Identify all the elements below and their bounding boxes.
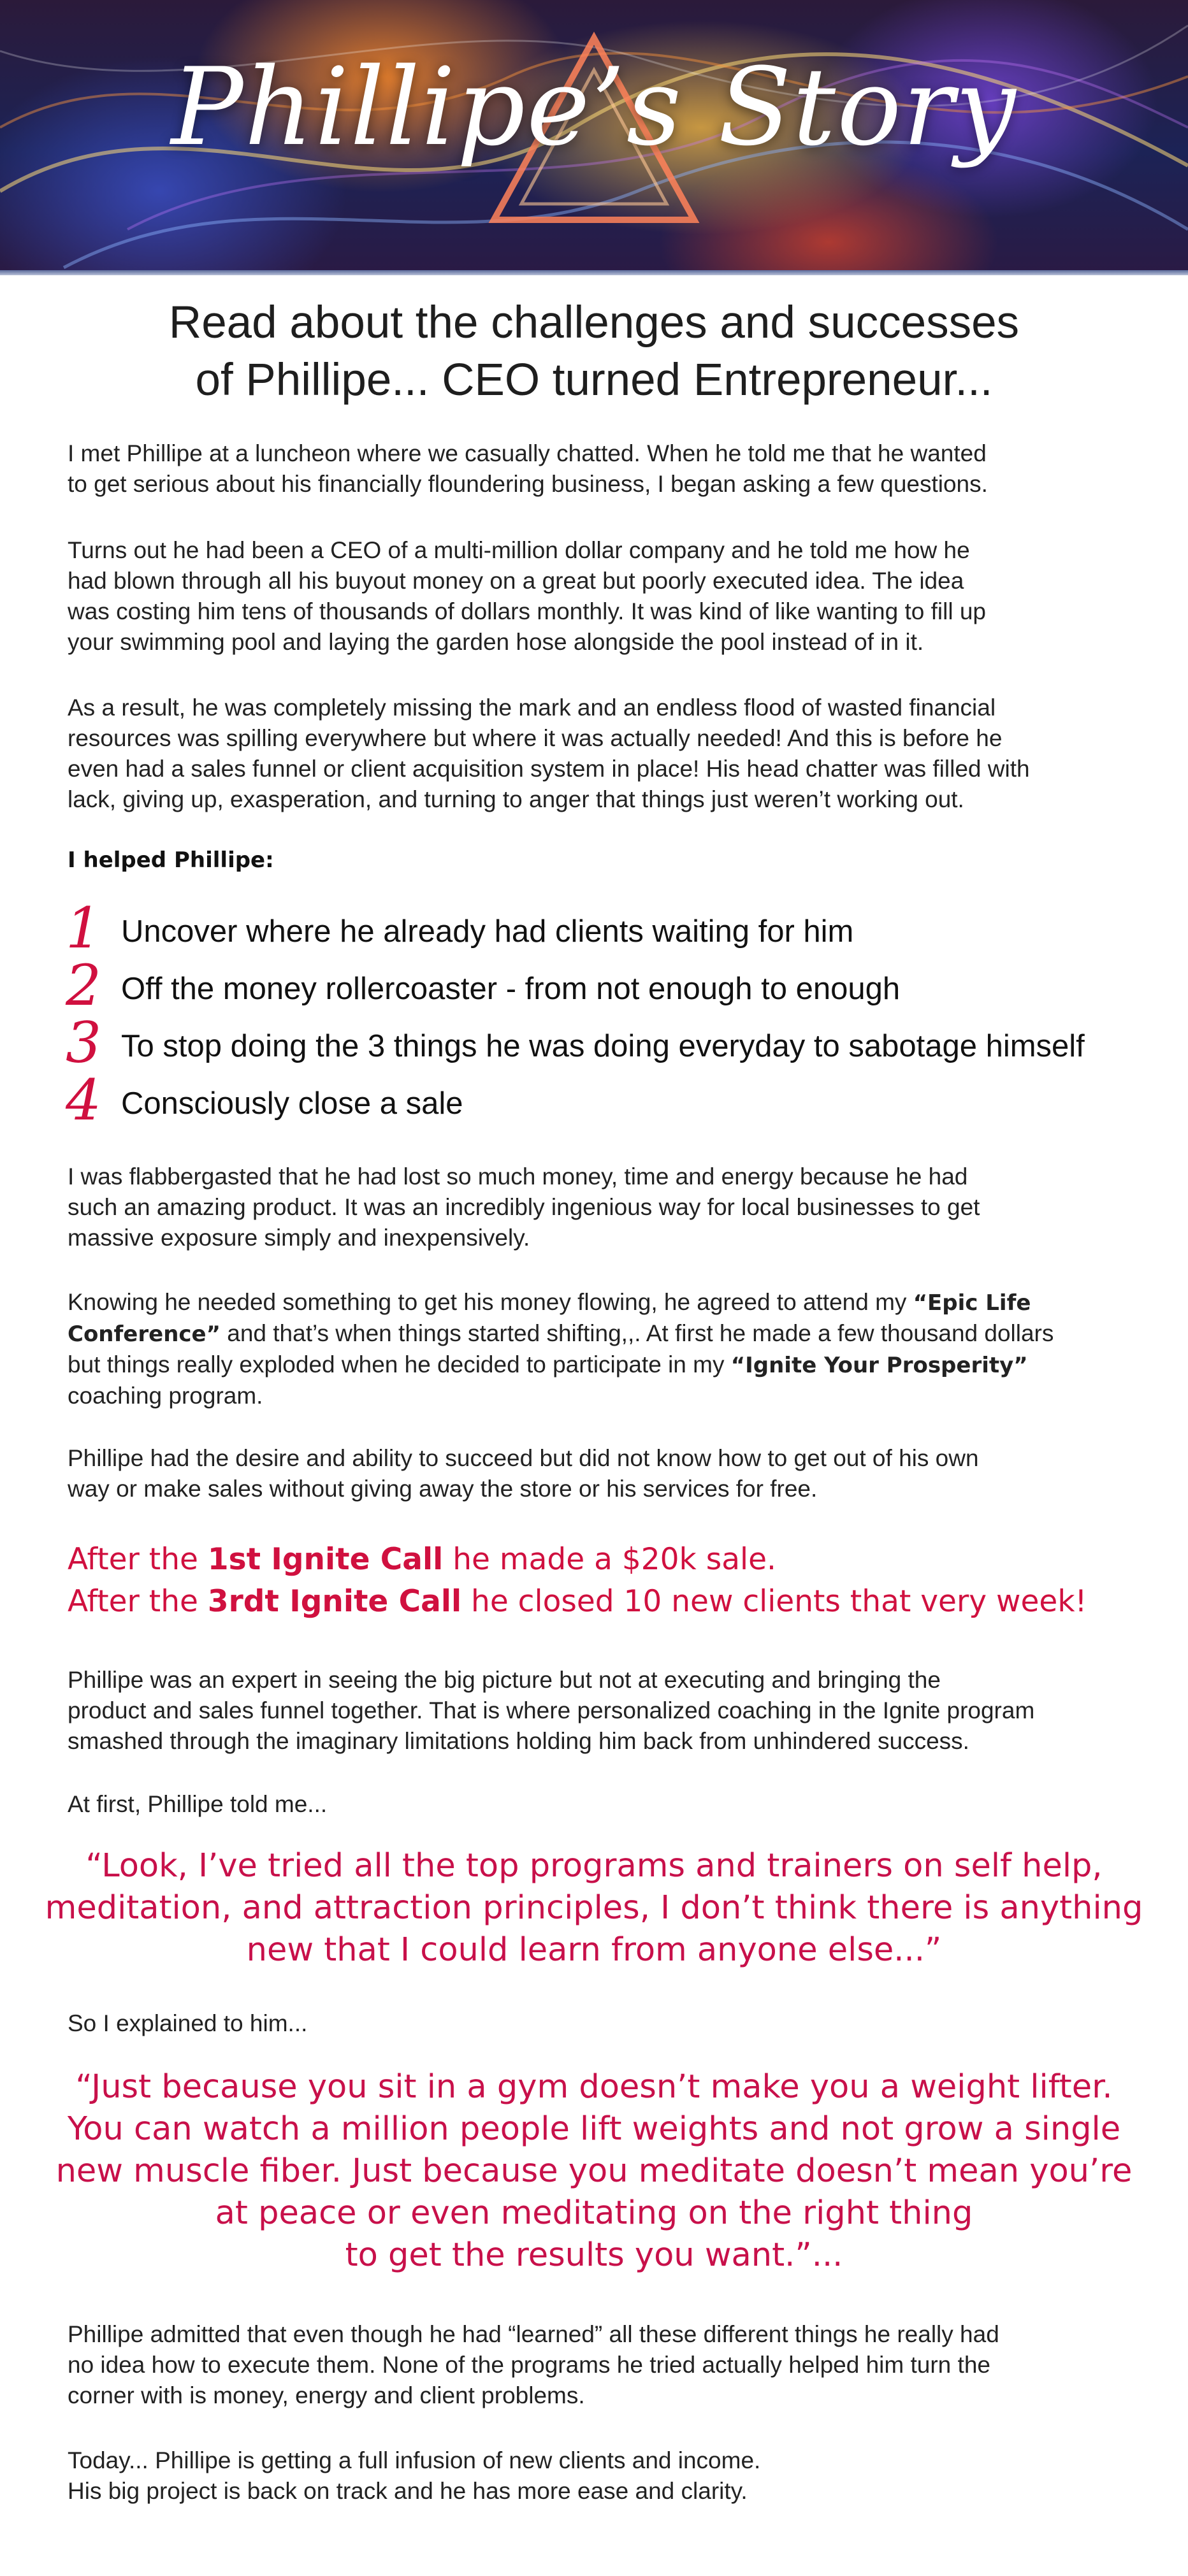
story-banner (0, 0, 1188, 275)
list-item (61, 1010, 1170, 1076)
ignite-prosperity-program: “Ignite Your Prosperity” (730, 1353, 1028, 1378)
story-paragraph: Phillipe was an expert in seeing the big picture but not at executing and bringing the product and sales funnel together. That is where personalized coaching in the Ignite program smashed through the imaginary limitations holding him back from unhindered success. (68, 1667, 1035, 1754)
list-item-text: Consciously close a sale (121, 1086, 463, 1121)
headline-line: of Phillipe... CEO turned Entrepreneur... (195, 355, 993, 405)
story-paragraph: I was flabbergasted that he had lost so much money, time and energy because he had such an amazing product. It was an incredibly ingenious way for local businesses to get massive exposure simply and inexpensively. (68, 1163, 980, 1251)
list-item (61, 1067, 1170, 1133)
story-paragraph: Today... Phillipe is getting a full infusion of new clients and income. His big project is back on track and he has more ease and clarity. (68, 2447, 761, 2504)
intro-paragraph: I met Phillipe at a luncheon where we casually chatted. When he told me that he wanted to get serious about his financially floundering business, I began asking a few questions. (68, 440, 988, 497)
list-number: 3 (66, 1010, 101, 1076)
list-item-text: Uncover where he already had clients waiting for him (121, 914, 854, 949)
story-paragraph: Phillipe admitted that even though he had “learned” all these different things he really had no idea how to execute them. None of the programs he tried actually helped him turn the corner with is money, energy and client problems. (68, 2321, 999, 2408)
list-item (61, 953, 1170, 1018)
epic-life-conference: “Epic Life (913, 1290, 1031, 1316)
story-paragraph: Knowing he needed something to get his money flowing, he agreed to attend my “Epic Life Conference” and that’s when things started shifting,,. At first he made a few thousand dollars but things really exploded when he decided to participate in my “Ignite Your Prosperity” coaching program. (68, 1289, 1054, 1409)
headline-line: Read about the challenges and successes (168, 298, 1020, 348)
phillipe-quote: “Look, I’ve tried all the top programs and trainers on self help, meditation, and attraction principles, I don’t think there is anything new that I could learn from anyone else...” (45, 1847, 1143, 1969)
headline (0, 294, 1188, 409)
banner-title: Phillipe’s Story (171, 45, 1017, 169)
story-paragraph: At first, Phillipe told me... (68, 1791, 328, 1817)
helped-heading: I helped Phillipe: (68, 847, 274, 873)
list-item-text: Off the money rollercoaster - from not enough to enough (121, 972, 901, 1006)
story-paragraph: Phillipe had the desire and ability to succeed but did not know how to get out of his own way or make sales without giving away the store or his services for free. (68, 1445, 979, 1502)
list-number: 4 (66, 1067, 101, 1133)
intro-paragraph: Turns out he had been a CEO of a multi-million dollar company and he told me how he had blown through all his buyout money on a great but poorly executed idea. The idea was costing him tens of thousands of dollars monthly. It was kind of like wanting to fill up your swimming pool and laying the garden hose alongside the pool instead of in it. (68, 537, 986, 655)
results-highlight: After the 1st Ignite Call he made a $20k sale. After the 3rdt Ignite Call he closed 10 new clients that very week! (68, 1542, 1087, 1619)
list-item (61, 895, 1170, 961)
list-number: 1 (66, 895, 101, 961)
story-paragraph: So I explained to him... (68, 2010, 308, 2036)
list-number: 2 (66, 953, 101, 1018)
intro-paragraph: As a result, he was completely missing the mark and an endless flood of wasted financial resources was spilling everywhere but where it was actually needed! And this is before he even had a sales funnel or client acquisition system in place! His head chatter was filled with lack, giving up, exasperation, and turning to anger that things just weren’t working out. (68, 694, 1030, 812)
epic-life-conference: Conference” (68, 1321, 221, 1347)
mentor-quote: “Just because you sit in a gym doesn’t make you a weight lifter. You can watch a million people lift weights and not grow a single new muscle fiber. Just because you meditate doesn’t mean you’re at peace or even meditating on the right thing to get the results you want.”... (55, 2068, 1133, 2274)
list-item-text: To stop doing the 3 things he was doing everyday to sabotage himself (121, 1029, 1085, 1063)
